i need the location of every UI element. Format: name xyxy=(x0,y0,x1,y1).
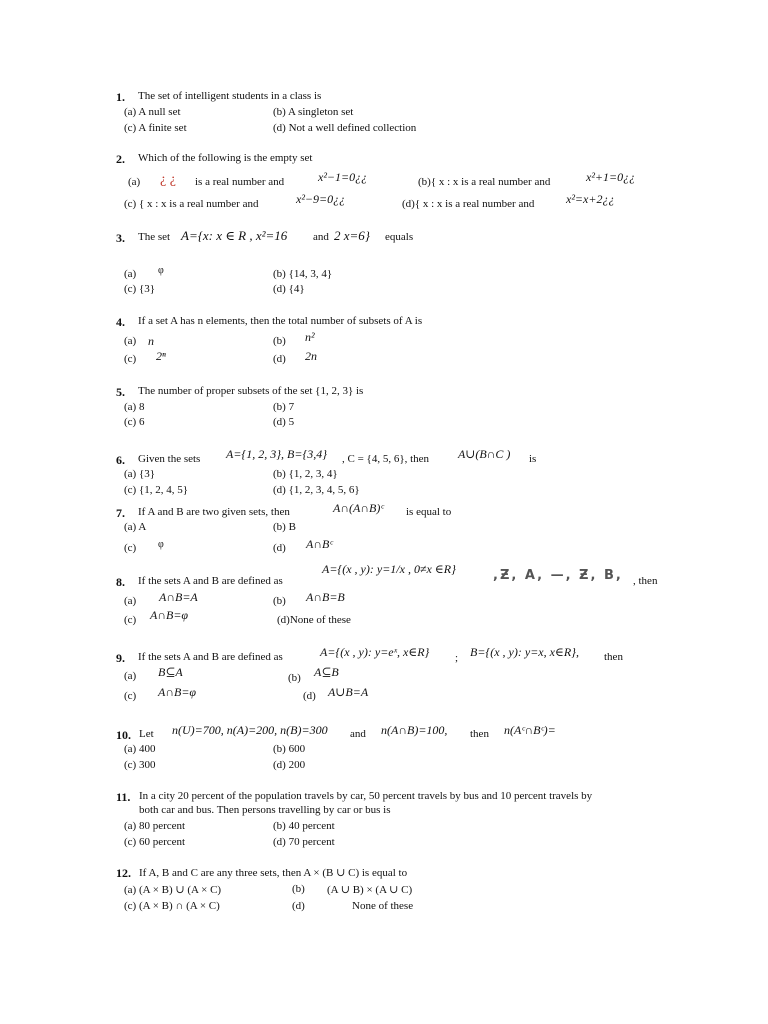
q10-mid: and xyxy=(350,728,366,740)
q3-option-a-label: (a) xyxy=(124,268,137,280)
q9-option-d-label: (d) xyxy=(303,690,316,702)
q11-option-b: (b) 40 percent xyxy=(273,820,335,832)
q3-post: equals xyxy=(385,231,414,243)
q3-math2: 2 x=6} xyxy=(334,228,370,243)
q10-option-a: (a) 400 xyxy=(124,743,156,755)
q9-math: A={(x , y): y=eˣ, x∈R} xyxy=(320,645,430,659)
q1-option-d: (d) Not a well defined collection xyxy=(273,122,417,134)
q8-option-d: (d)None of these xyxy=(277,614,351,626)
q8-pre: If the sets A and B are defined as xyxy=(138,575,283,587)
q4-option-c-value: 2ⁿ xyxy=(156,349,166,363)
q9-option-b-value: A⊆B xyxy=(314,665,339,679)
q7-pre: If A and B are two given sets, then xyxy=(138,506,290,518)
q7-number: 7. xyxy=(116,506,125,520)
q1-option-c: (c) A finite set xyxy=(124,122,187,134)
q2-option-d-text: (d){ x : x is a real number and xyxy=(402,198,535,210)
q8-option-a-label: (a) xyxy=(124,595,137,607)
q2-option-b-text: (b){ x : x is a real number and xyxy=(418,176,551,188)
q10-then: then xyxy=(470,728,489,740)
q1-number: 1. xyxy=(116,90,125,104)
q4-option-b-label: (b) xyxy=(273,335,286,347)
q4-option-d-label: (d) xyxy=(273,353,286,365)
q3-option-a-value: φ xyxy=(158,265,164,276)
q4-option-b-value: n² xyxy=(305,330,315,344)
q3-number: 3. xyxy=(116,231,125,245)
q6-option-b: (b) {1, 2, 3, 4} xyxy=(273,468,338,480)
q8-post: , then xyxy=(633,575,658,587)
q4-option-c-label: (c) xyxy=(124,353,137,365)
q3-math: A={x: x ∈ R , x²=16 xyxy=(181,228,288,243)
q12-text: If A, B and C are any three sets, then A × (B ∪ C) is equal to xyxy=(139,867,408,879)
q8-option-c-value: A∩B=φ xyxy=(150,608,189,622)
q6-option-a: (a) {3} xyxy=(124,468,156,480)
q5-option-a: (a) 8 xyxy=(124,401,145,413)
q6-math: A={1, 2, 3}, B={3,4} xyxy=(226,447,328,461)
q10-math2: n(A∩B)=100, xyxy=(381,723,448,737)
q12-option-b-value: (A ∪ B) × (A ∪ C) xyxy=(327,884,413,896)
q10-pre: Let xyxy=(139,728,154,740)
q8-number: 8. xyxy=(116,575,125,589)
q7-post: is equal to xyxy=(406,506,452,518)
q6-number: 6. xyxy=(116,453,125,467)
q3-pre: The set xyxy=(138,231,171,243)
q9-option-b-label: (b) xyxy=(288,672,301,684)
q5-option-d: (d) 5 xyxy=(273,416,295,428)
q2-option-b-math: x²+1=0¿¿ xyxy=(586,170,636,184)
q9-pre: If the sets A and B are defined as xyxy=(138,651,283,663)
q6-mid: , C = {4, 5, 6}, then xyxy=(342,453,430,465)
q5-option-b: (b) 7 xyxy=(273,401,295,413)
q10-option-d: (d) 200 xyxy=(273,759,306,771)
q1-text: The set of intelligent students in a class is xyxy=(138,90,322,102)
q12-option-c: (c) (A × B) ∩ (A × C) xyxy=(124,900,220,912)
q7-option-b: (b) B xyxy=(273,521,296,533)
q10-option-b: (b) 600 xyxy=(273,743,306,755)
q2-option-a-math: x²−1=0¿¿ xyxy=(318,170,368,184)
q4-option-a-label: (a) xyxy=(124,335,137,347)
q12-option-d-value: None of these xyxy=(352,900,414,912)
q12-option-d-label: (d) xyxy=(292,900,305,912)
q2-option-c-text: (c) { x : x is a real number and xyxy=(124,198,259,210)
q9-post: then xyxy=(604,651,623,663)
q6-post: is xyxy=(529,453,537,465)
q9-math2: B={(x , y): y=x, x∈R}, xyxy=(470,645,579,659)
q6-option-c: (c) {1, 2, 4, 5} xyxy=(124,484,189,496)
q9-option-a-label: (a) xyxy=(124,670,137,682)
q10-number: 10. xyxy=(116,728,131,742)
q11-number: 11. xyxy=(116,790,131,804)
q9-option-a-value: B⊆A xyxy=(158,665,183,679)
q4-number: 4. xyxy=(116,315,125,329)
q2-option-d-math: x²=x+2¿¿ xyxy=(566,192,615,206)
q6-math2: A∪(B∩C ) xyxy=(458,447,511,461)
q2-number: 2. xyxy=(116,152,125,166)
q6-option-d: (d) {1, 2, 3, 4, 5, 6} xyxy=(273,484,360,496)
q4-option-d-value: 2n xyxy=(305,349,317,363)
q10-option-c: (c) 300 xyxy=(124,759,156,771)
q6-pre: Given the sets xyxy=(138,453,201,465)
q3-mid: and xyxy=(313,231,329,243)
q2-option-a-glyph: ¿ ¿ xyxy=(160,172,176,187)
q9-number: 9. xyxy=(116,651,125,665)
q8-option-b-label: (b) xyxy=(273,595,286,607)
q1-option-a: (a) A null set xyxy=(124,106,181,118)
q11-line1: In a city 20 percent of the population travels by car, 50 percent travels by bus and 10 percent travels by xyxy=(139,790,593,802)
q9-sep: ; xyxy=(455,652,459,664)
q3-option-c: (c) {3} xyxy=(124,283,156,295)
q12-option-a: (a) (A × B) ∪ (A × C) xyxy=(124,884,222,896)
q7-option-d-value: A∩Bᶜ xyxy=(306,537,333,551)
q8-corrupt-glyphs: ,Ƶ, A, —, Ƶ, B, xyxy=(493,568,623,583)
q4-text: If a set A has n elements, then the total number of subsets of A is xyxy=(138,315,423,327)
q8-option-b-value: A∩B=B xyxy=(306,590,345,604)
q5-number: 5. xyxy=(116,385,125,399)
q5-text: The number of proper subsets of the set {1, 2, 3} is xyxy=(138,385,364,397)
q7-math: A∩(A∩B)ᶜ xyxy=(333,501,384,515)
q8-math: A={(x , y): y=1/x , 0≠x ∈R} xyxy=(322,562,456,576)
q11-option-a: (a) 80 percent xyxy=(124,820,186,832)
q2-text: Which of the following is the empty set xyxy=(138,152,313,164)
q3-option-b: (b) {14, 3, 4} xyxy=(273,268,333,280)
q5-option-c: (c) 6 xyxy=(124,416,145,428)
q7-option-d-label: (d) xyxy=(273,542,286,554)
q11-line2: both car and bus. Then persons travelling by car or bus is xyxy=(139,804,391,816)
q12-option-b-label: (b) xyxy=(292,883,305,895)
q2-option-c-math: x²−9=0¿¿ xyxy=(296,192,346,206)
q7-option-c-value: φ xyxy=(158,539,164,550)
q2-option-a-text: is a real number and xyxy=(195,176,285,188)
q2-option-a-label: (a) xyxy=(128,176,141,188)
q10-math3: n(Aᶜ∩Bᶜ)= xyxy=(504,723,556,737)
q8-option-a-value: A∩B=A xyxy=(159,590,198,604)
q4-option-a-value: n xyxy=(148,334,154,348)
q9-option-c-label: (c) xyxy=(124,690,137,702)
q11-option-c: (c) 60 percent xyxy=(124,836,186,848)
q8-option-c-label: (c) xyxy=(124,614,137,626)
q9-option-c-value: A∩B=φ xyxy=(158,685,197,699)
q9-option-d-value: A∪B=A xyxy=(328,685,369,699)
q10-math: n(U)=700, n(A)=200, n(B)=300 xyxy=(172,723,328,737)
q7-option-a: (a) A xyxy=(124,521,147,533)
q7-option-c-label: (c) xyxy=(124,542,137,554)
q1-option-b: (b) A singleton set xyxy=(273,106,354,118)
q3-option-d: (d) {4} xyxy=(273,283,305,295)
q11-option-d: (d) 70 percent xyxy=(273,836,335,848)
q12-number: 12. xyxy=(116,866,131,880)
